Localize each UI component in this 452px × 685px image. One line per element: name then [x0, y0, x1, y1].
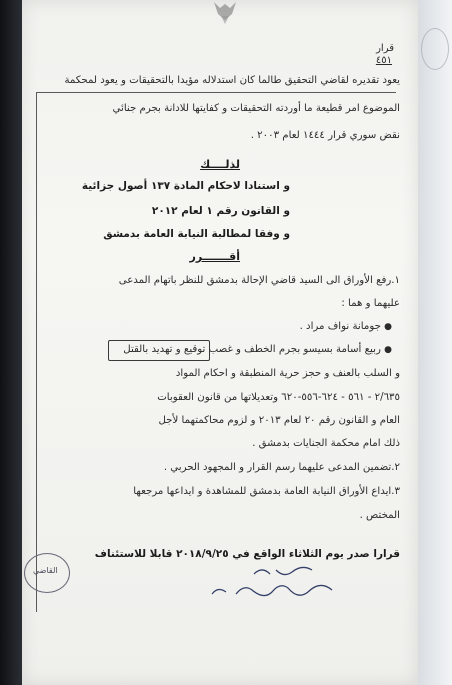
handwritten-signature — [192, 562, 342, 608]
right-background-edge — [418, 0, 452, 685]
decision-number: ٤٥١ — [375, 55, 392, 66]
document-page — [22, 0, 418, 685]
decision-item-3-line-2: المختص . — [359, 510, 400, 521]
legal-basis-line-3: و وفقا لمطالبة النيابة العامة بدمشق — [103, 228, 290, 240]
background-stamp-mark — [421, 28, 449, 70]
accused-charges-line-3: ٢/٦٣٥ - ٥٦١ - ٦٢٤-٥٥٦-٦٢٠ وتعديلاتها من قانون العقوبات — [157, 392, 400, 403]
judge-stamp — [24, 553, 70, 593]
accused-name-1: جومانة نواف مراد . — [299, 321, 381, 332]
accused-charges-line-1: ربيع أسامة بسيسو بجرم الخطف و غصب توقيع و تهديد بالقتل — [123, 344, 381, 355]
paragraph-line-2: الموضوع امر قطيعة ما أوردته التحقيقات و كفايتها للادانة بجرم جنائي — [112, 103, 400, 114]
emblem-seal-icon — [210, 0, 240, 26]
decision-label: قرار — [376, 43, 394, 54]
accused-charges-line-4: العام و القانون رقم ٢٠ لعام ٢٠١٣ و لزوم محاكمتهما لأجل — [158, 415, 400, 426]
decision-item-1-line-1: ١.رفع الأوراق الى السيد قاضي الإحالة بدمشق للنظر باتهام المدعى — [118, 275, 400, 286]
decision-item-3-line-1: ٣.ايداع الأوراق النيابة العامة بدمشق للمشاهدة و ايداعها مرجعها — [133, 486, 400, 497]
paragraph-line-1: يعود تقديره لقاضي التحقيق طالما كان استدلاله مؤيدا بالتحقيقات و يعود لمحكمة — [64, 75, 400, 86]
legal-basis-line-1: و استنادا لاحكام المادة ١٣٧ أصول جزائية — [81, 180, 290, 192]
frame-top-line — [36, 92, 396, 93]
paragraph-line-3: نقض سوري قرار ١٤٤٤ لعام ٢٠٠٣ . — [250, 130, 400, 141]
judge-stamp-label: القاضي — [33, 566, 58, 575]
decision-item-2: ٢.تضمين المدعى عليهما رسم القرار و المجهود الحربي . — [163, 462, 400, 473]
frame-left-line — [36, 92, 37, 612]
accused-bullet-1 — [300, 321, 392, 332]
decide-heading: أقـــــــرر — [189, 250, 240, 263]
issuance-statement: قرارا صدر يوم الثلاثاء الواقع في ٢٠١٨/٩/٢٥ قابلا للاستئناف — [94, 548, 400, 560]
accused-charges-line-2: و السلب بالعنف و حجز حرية المنطبقة و احكام المواد — [175, 368, 400, 379]
legal-basis-line-2: و القانون رقم ١ لعام ٢٠١٢ — [151, 205, 290, 217]
bullet-dot-icon: ● — [384, 345, 392, 355]
left-background-edge — [0, 0, 22, 685]
accused-charges-line-5: ذلك امام محكمة الجنايات بدمشق . — [252, 438, 400, 449]
bullet-dot-icon: ● — [384, 322, 392, 332]
handdrawn-highlight-box — [108, 340, 210, 361]
decision-item-1-line-2: عليهما و هما : — [341, 298, 400, 309]
therefore-heading: لذلــــك — [200, 158, 240, 171]
